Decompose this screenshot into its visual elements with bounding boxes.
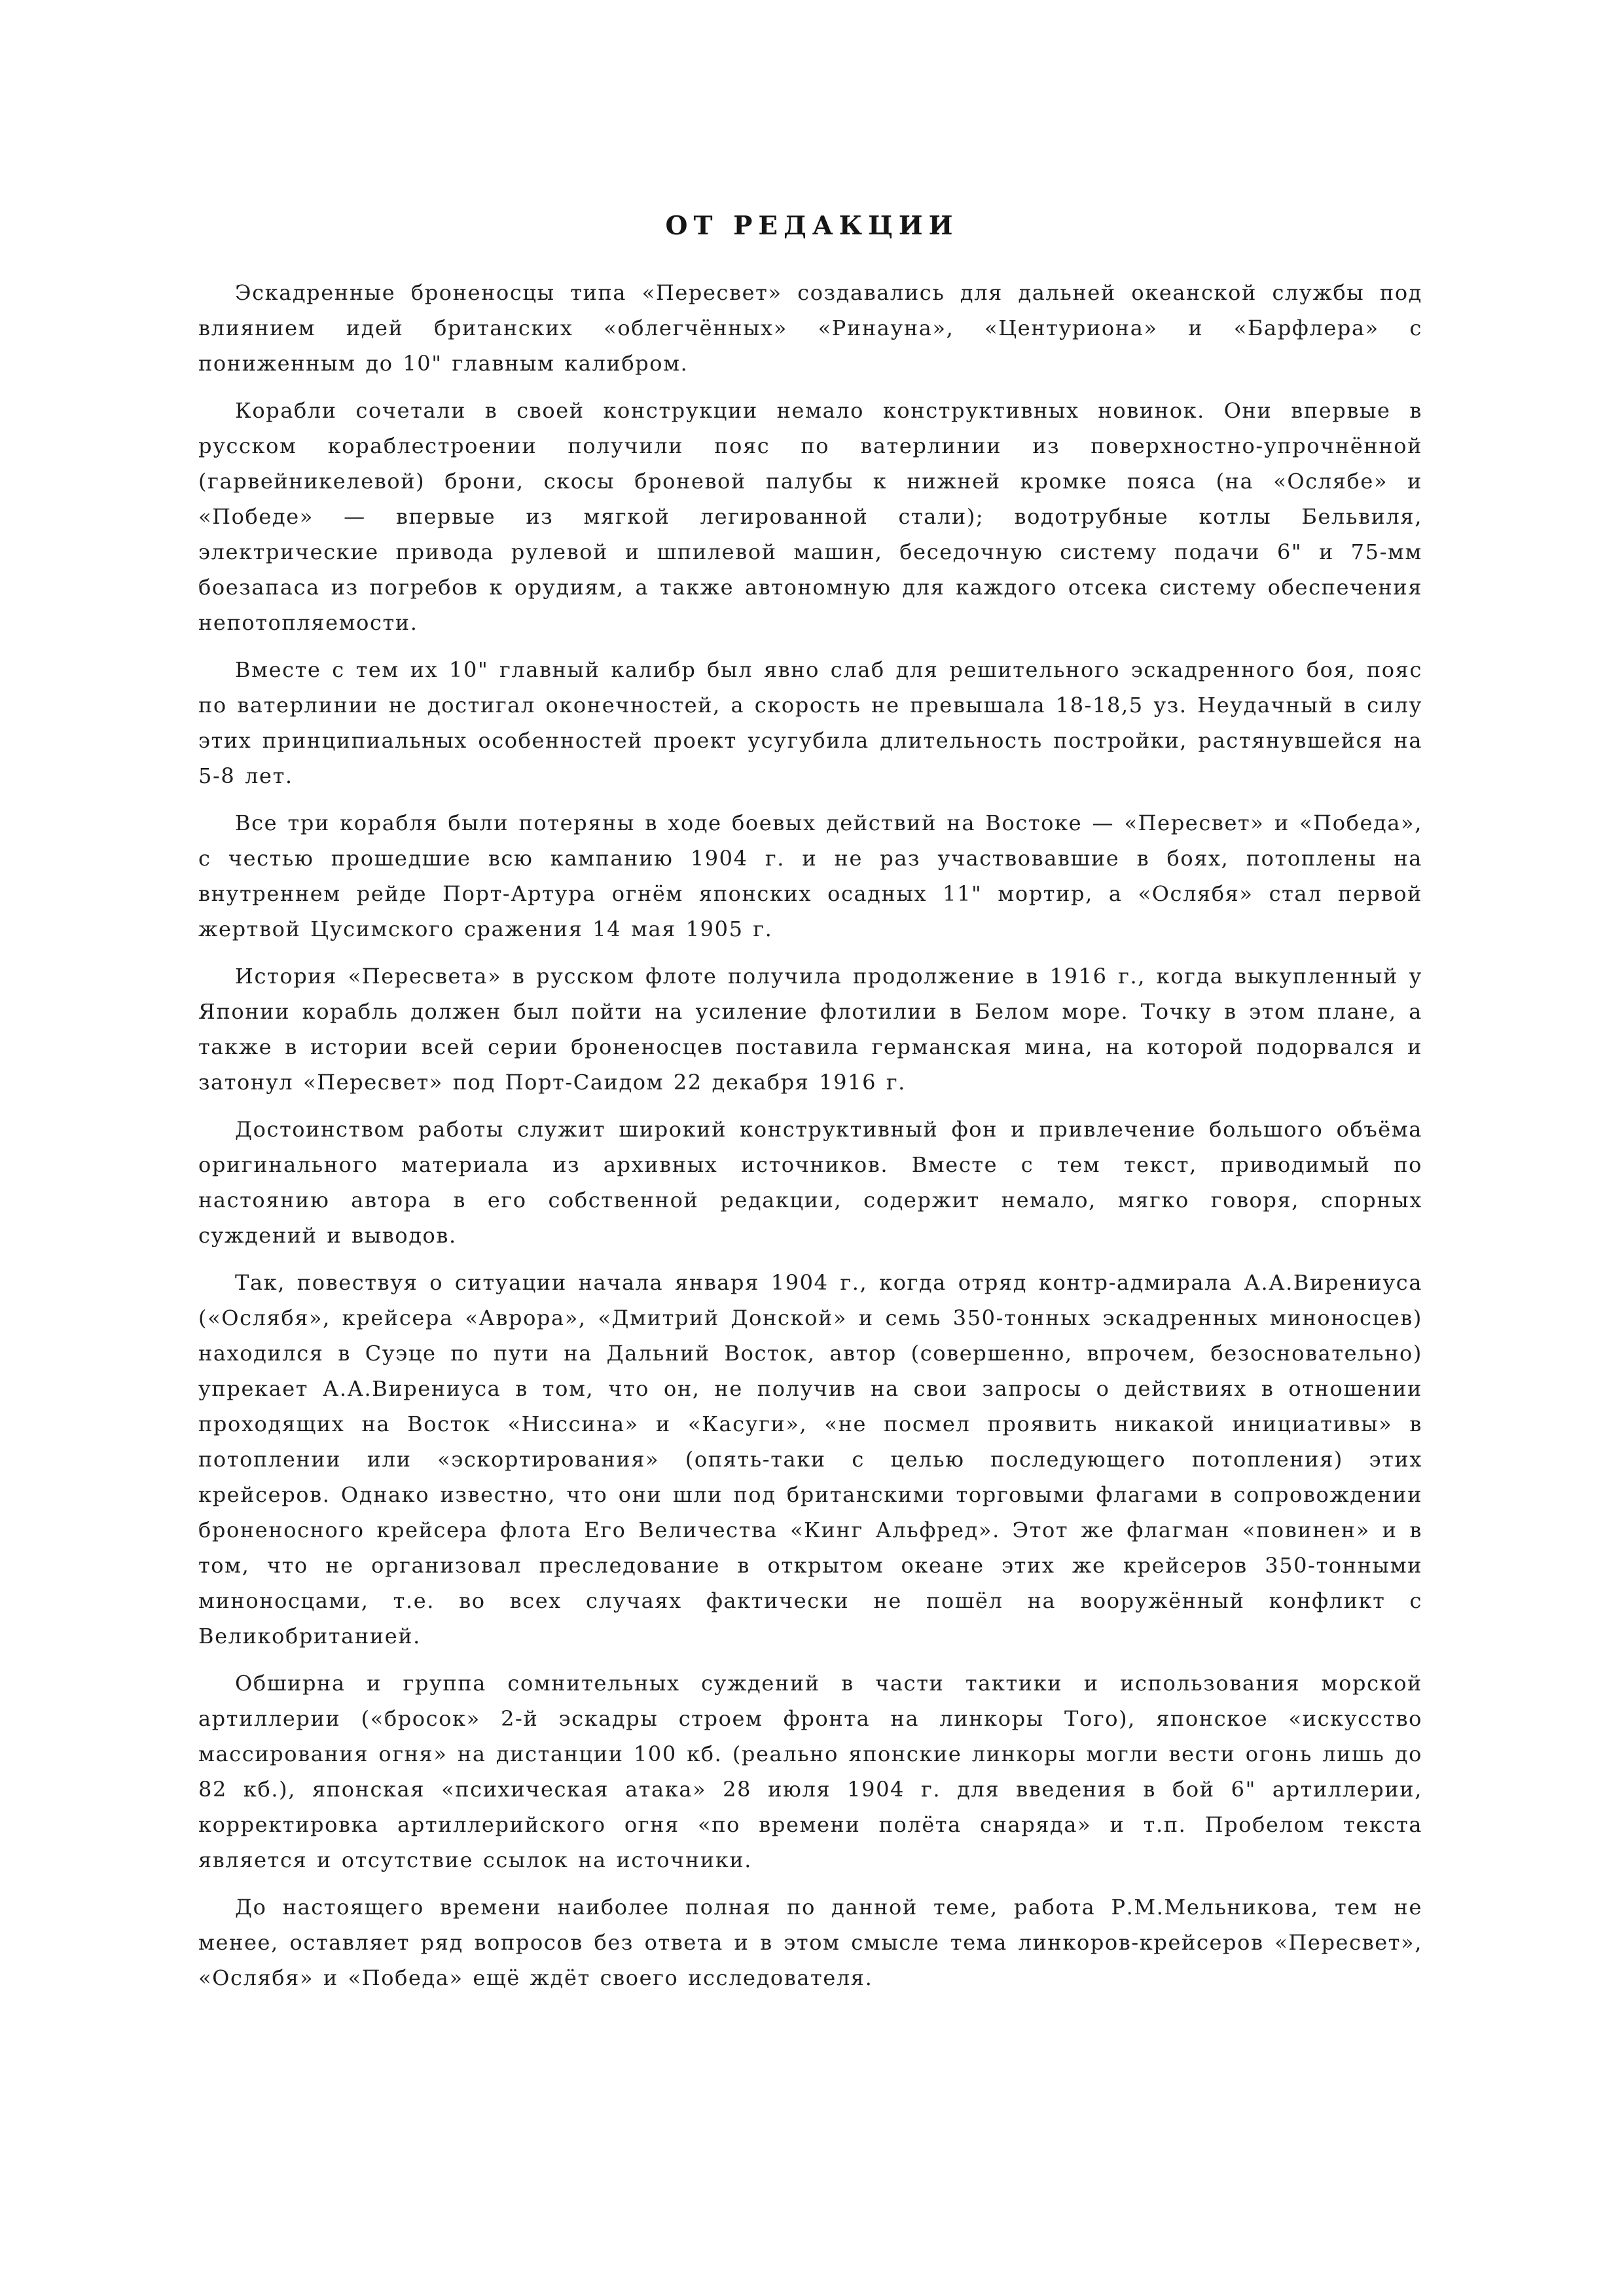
paragraph-9: До настоящего времени наиболее полная по данной теме, работа Р.М.Мельникова, тем не менее, оставляет ряд вопросов без ответа и в этом смысле тема линкоров-крейсеров «Пересвет», «Ослябя» и «Победа» ещё ждёт своего исследователя. xyxy=(198,1895,1422,1990)
paragraph-2: Корабли сочетали в своей конструкции немало конструктивных новинок. Они впервые в русском кораблестроении получили пояс по ватерлинии из поверхностно-упрочнённой (гарвейникелевой) брони, скосы броневой палубы к нижней кромке пояса (на «Ослябе» и «Победе» — впервые из мягкой легированной стали); водотрубные котлы Бельвиля, электрические привода рулевой и шпилевой машин, беседочную систему подачи 6" и 75-мм боезапаса из погребов к орудиям, а также автономную для каждого отсека систему обеспечения непотопляемости. xyxy=(198,398,1422,635)
paragraph-8: Обширна и группа сомнительных суждений в части тактики и использования морской артиллерии («бросок» 2-й эскадры строем фронта на линкоры Того), японское «искусство массирования огня» на дистанции 100 кб. (реально японские линкоры могли вести огонь лишь до 82 кб.), японская «психическая атака» 28 июля 1904 г. для введения в бой 6" артиллерии, корректировка артиллерийского огня «по времени полёта снаряда» и т.п. Пробелом текста является и отсутствие ссылок на источники. xyxy=(198,1671,1422,1872)
body-text xyxy=(198,275,1422,2007)
paragraph-1: Эскадренные броненосцы типа «Пересвет» создавались для дальней океанской службы под влиянием идей британских «облегчённых» «Ринауна», «Центуриона» и «Барфлера» с пониженным до 10" главным калибром. xyxy=(198,280,1422,376)
page-title: ОТ РЕДАКЦИИ xyxy=(665,211,959,241)
paragraph-3: Вместе с тем их 10" главный калибр был явно слаб для решительного эскадренного боя, пояс по ватерлинии не достигал оконечностей, а скорость не превышала 18-18,5 уз. Неудачный в силу этих принципиальных особенностей проект усугубила длительность постройки, растянувшейся на 5-8 лет. xyxy=(198,657,1422,788)
paragraph-4: Все три корабля были потеряны в ходе боевых действий на Востоке — «Пересвет» и «Победа», с честью прошедшие всю кампанию 1904 г. и не раз участвовавшие в боях, потоплены на внутреннем рейде Порт-Артура огнём японских осадных 11" мортир, а «Ослябя» стал первой жертвой Цусимского сражения 14 мая 1905 г. xyxy=(198,811,1422,941)
paragraph-5: История «Пересвета» в русском флоте получила продолжение в 1916 г., когда выкупленный у Японии корабль должен был пойти на усиление флотилии в Белом море. Точку в этом плане, а также в истории всей серии броненосцев поставила германская мина, на которой подорвался и затонул «Пересвет» под Порт-Саидом 22 декабря 1916 г. xyxy=(198,964,1422,1095)
paragraph-7: Так, повествуя о ситуации начала января 1904 г., когда отряд контр-адмирала А.А.Вирениуса («Ослябя», крейсера «Аврора», «Дмитрий Донской» и семь 350-тонных эскадренных миноносцев) находился в Суэце по пути на Дальний Восток, автор (совершенно, впрочем, безосновательно) упрекает А.А.Вирениуса в том, что он, не получив на свои запросы о действиях в отношении проходящих на Восток «Ниссина» и «Касуги», «не посмел проявить никакой инициативы» в потоплении или «эскортирования» (опять-таки с целью последующего потопления) этих крейсеров. Однако известно, что они шли под британскими торговыми флагами в сопровождении броненосного крейсера флота Его Величества «Кинг Альфред». Этот же флагман «повинен» и в том, что не организовал преследование в открытом океане этих же крейсеров 350-тонными миноносцами, т.е. во всех случаях фактически не пошёл на вооружённый конфликт с Великобританией. xyxy=(198,1270,1422,1649)
paragraph-6: Достоинством работы служит широкий конструктивный фон и привлечение большого объёма оригинального материала из архивных источников. Вместе с тем текст, приводимый по настоянию автора в его собственной редакции, содержит немало, мягко говоря, спорных суждений и выводов. xyxy=(198,1117,1422,1248)
